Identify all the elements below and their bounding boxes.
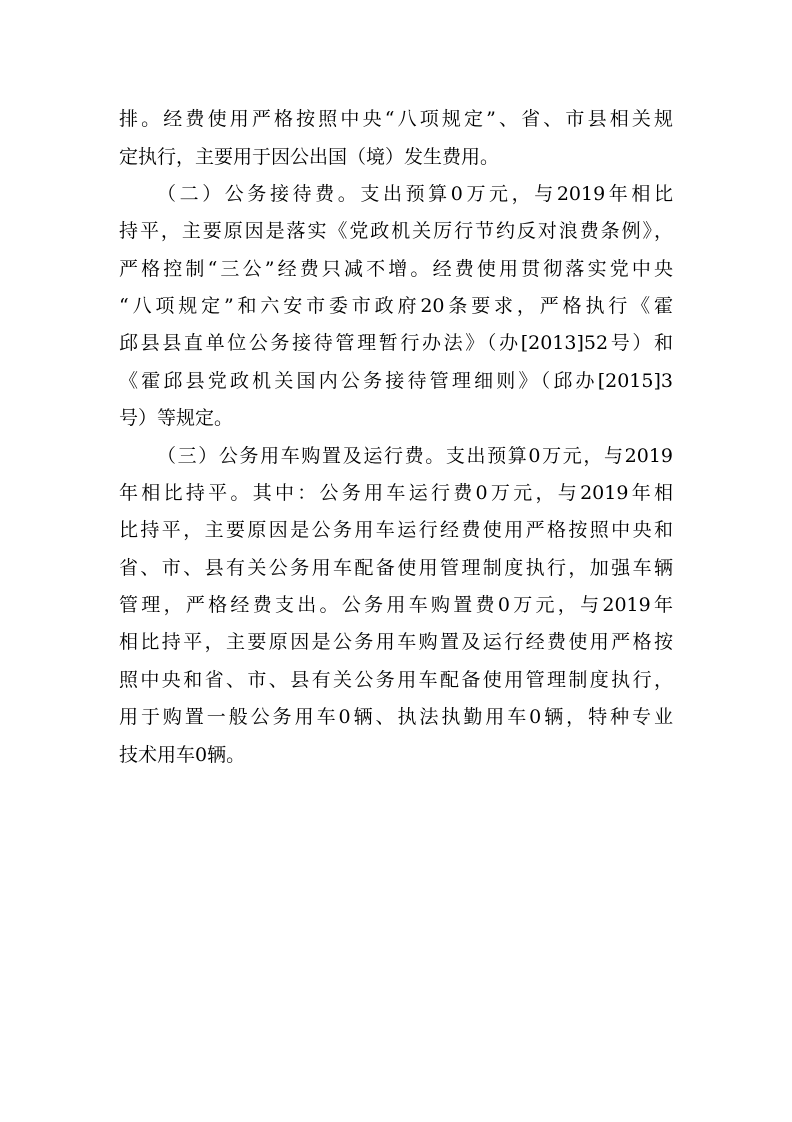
- paragraph-3-line-3: 比持平，主要原因是公务用车运行经费使用严格按照中央和: [119, 519, 673, 541]
- paragraph-3-line-6: 相比持平，主要原因是公务用车购置及运行经费使用严格按: [119, 631, 673, 653]
- paragraph-2-line-1: （二）公务接待费。支出预算0万元，与2019年相比: [157, 183, 673, 205]
- paragraph-2-line-3: 严格控制“三公”经费只减不增。经费使用贯彻落实党中央: [119, 258, 673, 280]
- paragraph-2-line-5: 邱县县直单位公务接待管理暂行办法》（办[2013]52号）和: [119, 332, 673, 354]
- paragraph-2-line-4: “八项规定”和六安市委市政府20条要求，严格执行《霍: [119, 295, 673, 317]
- paragraph-3-line-1: （三）公务用车购置及运行费。支出预算0万元，与2019: [157, 445, 673, 467]
- paragraph-3-line-2: 年相比持平。其中：公务用车运行费0万元，与2019年相: [119, 482, 673, 504]
- paragraph-3-line-8: 用于购置一般公务用车0辆、执法执勤用车0辆，特种专业: [119, 706, 673, 728]
- paragraph-3-line-7: 照中央和省、市、县有关公务用车配备使用管理制度执行，: [119, 669, 673, 691]
- paragraph-3-line-4: 省、市、县有关公务用车配备使用管理制度执行，加强车辆: [119, 557, 673, 579]
- paragraph-1-line-2: 定执行，主要用于因公出国（境）发生费用。: [119, 146, 500, 168]
- paragraph-2-line-2: 持平，主要原因是落实《党政机关厉行节约反对浪费条例》，: [119, 220, 673, 242]
- paragraph-3-line-5: 管理，严格经费支出。公务用车购置费0万元，与2019年: [119, 594, 673, 616]
- paragraph-2-line-7: 号）等规定。: [119, 407, 234, 429]
- paragraph-1-line-1: 排。经费使用严格按照中央“八项规定”、省、市县相关规: [119, 108, 673, 130]
- paragraph-3-line-9: 技术用车0辆。: [119, 744, 246, 766]
- paragraph-2-line-6: 《霍邱县党政机关国内公务接待管理细则》（邱办[2015]3: [119, 370, 673, 392]
